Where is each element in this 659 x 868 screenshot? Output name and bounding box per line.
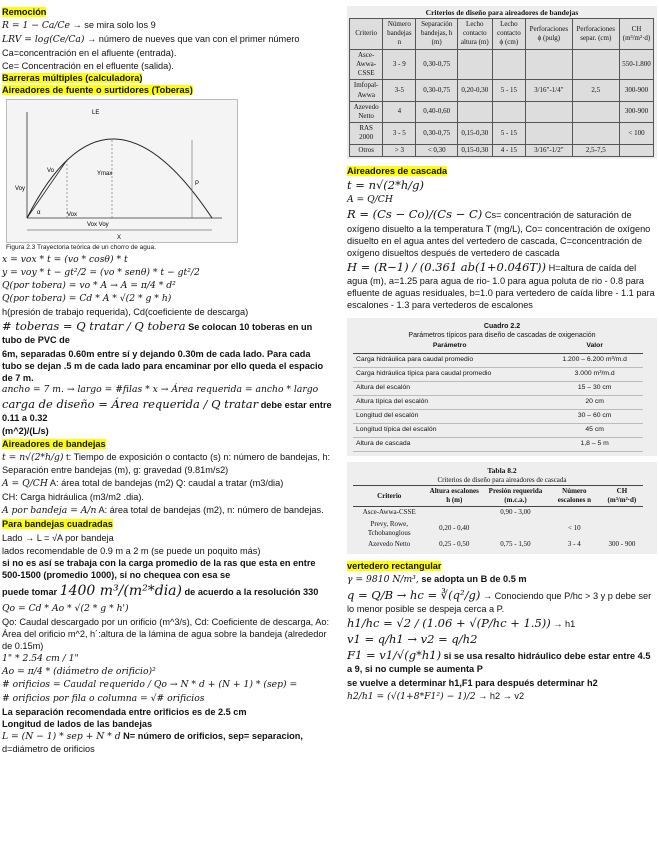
table-row [353, 437, 643, 451]
table-cell: 0,30-0,75 [416, 49, 458, 80]
table-header-row [350, 18, 654, 49]
table-cell: 300-900 [620, 80, 654, 101]
figure-label-vo: Vo [47, 167, 55, 174]
table-cell: 1,8 – 5 m [546, 437, 643, 451]
table-cell: < 0,30 [416, 144, 458, 156]
f1-note-2: se vuelve a determinar h1,F1 para después determinar h2 [347, 677, 598, 688]
table-cell: Prevy, Rowe, Tchobanoglous [367, 519, 411, 537]
f1-line: F1 = v1/√(g*h1) si se usa resalto hidráulico debe estar entre 4.5 a 9, si no cumple se aumenta P [347, 648, 651, 675]
table-header: Lecho contacto ϕ (cm) [492, 18, 526, 49]
cascada-criteria-table-block [347, 462, 657, 555]
table-cell: 0,30-0,75 [416, 80, 458, 101]
table-cell: 550-1.800 [620, 49, 654, 80]
orificios-equation: # orificios = Caudal requerido / Qo → N * d + (N + 1) * (sep) = [2, 679, 298, 691]
eq-y: y = voy * t − gt²/2 = (vo * senθ) * t − gt²/2 [2, 266, 200, 278]
left-column [2, 6, 332, 755]
table-cell: 0,40-0,60 [416, 101, 458, 122]
figure-label-x: X [117, 234, 122, 241]
figure-label-alpha: α [37, 209, 41, 216]
fuente-heading: Aireadores de fuente o surtidores (Toberas) [2, 84, 193, 95]
table-cell [526, 101, 572, 122]
table-header-row [353, 485, 643, 506]
h-definition: h(presión de trabajo requerida), Cd(coeficiente de descarga) [2, 307, 249, 318]
table-cell: < 10 [567, 524, 581, 533]
table-header: Perforaciones ϕ (pulg) [526, 18, 572, 49]
table-cell: 0,90 - 3,00 [500, 508, 531, 517]
table-cell: Carga hidráulica típica para caudal promedio [353, 367, 546, 381]
table-cell [526, 49, 572, 80]
h2-line: h2/h1 = (√(1+8*F1²) − 1)/2 → h2 → v2 [347, 690, 525, 702]
table-cell: > 3 [383, 144, 416, 156]
table-cell: 0,75 - 1,50 [500, 540, 531, 549]
table-cell: 300-900 [620, 101, 654, 122]
table-cell [572, 49, 619, 80]
table-cell: 5 - 15 [492, 123, 526, 144]
table-cell: Altura típica del escalón [353, 395, 546, 409]
ce-definition: Ce= Concentración en el efluente (salida). [2, 60, 174, 71]
cascada-heading: Aireadores de cascada [347, 165, 448, 176]
table-cell: Longitud típica del escalón [353, 423, 546, 437]
cuadradas-heading: Para bandejas cuadradas [2, 519, 113, 530]
table-row [350, 80, 654, 101]
table-cell: Imfopal-Awwa [350, 80, 383, 101]
table-row [353, 507, 643, 519]
table-cell: 1.200 – 6.200 m³/m.d [546, 354, 643, 368]
figure-label-vox-voy: Vox Voy [87, 221, 109, 228]
figure-label-p: P [195, 180, 200, 187]
bandejas-criteria-table [349, 18, 654, 157]
ch-definition: CH: Carga hidráulica (m3/m2 .dia). [2, 492, 144, 503]
toberas-note: 6m, separadas 0.60m entre sí y dejando 0.30m de cada lado. Para cada tubo se dejan .5 m de cada lado para encaminar por ello queda el espacio de 7 m. [2, 348, 324, 383]
table-row [353, 395, 643, 409]
table-row [353, 354, 643, 368]
table-header: Número bandejas n [383, 18, 416, 49]
table-header: CH (m³/m²·d) [607, 486, 637, 505]
table-cell [572, 101, 619, 122]
table-cell [483, 519, 548, 539]
table-cell: 0,20 - 0,40 [439, 524, 470, 533]
table2-subtitle: Parámetros típicos para diseño de cascadas de oxigenación [408, 331, 596, 339]
table-cell: 0,15-0,30 [457, 144, 492, 156]
table-cell: 30 – 60 cm [546, 409, 643, 423]
fila-equation: # orificios por fila o columna = √# orificios [2, 692, 205, 704]
table-cell: Carga hidráulica para caudal promedio [353, 354, 546, 368]
qo-definition: Qo: Caudal descargado por un orificio (m^3/s), Cd: Coeficiente de descarga, Ao: Área del orificio m^2, h´:altura de la lámina de agua sobre la bandeja (alrededor de 0.15m) [2, 616, 330, 652]
h1-line: h1/hc = √2 / (1.06 + √(P/hc + 1.5)) → h1 [347, 615, 576, 630]
eq-q-tobera-2: Q(por tobera) = Cd * A * √(2 * g * h) [2, 292, 172, 304]
table-cell [457, 101, 492, 122]
table-cell [492, 49, 526, 80]
table-cell: 0,30-0,75 [416, 123, 458, 144]
eq-q-tobera-1: Q(por tobera) = vo * A → A = π/4 * d² [2, 279, 176, 291]
inch-conversion: 1" * 2.54 cm / 1" [2, 653, 79, 665]
table-row [350, 123, 654, 144]
right-column [347, 6, 657, 704]
resolucion-line: puede tomar 1400 m³/(m²*dia) de acuerdo a la resolución 330 [2, 583, 319, 600]
figure-label-ymax: Ymax [97, 170, 113, 177]
carga-diseno-line: carga de diseño = Área requerida / Q tratar debe estar entre 0.11 a 0.32 [2, 397, 332, 424]
a-line: A = Q/CH A: área total de bandejas (m2) Q: caudal a tratar (m3/dia) [2, 478, 284, 490]
table-cell: 20 cm [546, 395, 643, 409]
lado-line: Lado → L = √A por bandeja [2, 532, 114, 543]
table-header: Presión requerida (m.c.a.) [488, 486, 543, 505]
table-cell: 3.000 m³/m.d [546, 367, 643, 381]
table-cell: 0,15-0,30 [457, 123, 492, 144]
a-bandeja-line: A por bandeja = A/n A: área total de bandejas (m2), n: número de bandejas. [2, 505, 324, 517]
table3-title: Tabla 8.2 [487, 465, 517, 475]
figure-label-vox: Vox [67, 211, 78, 218]
table-cell: 0,25 - 0,50 [439, 540, 470, 549]
ancho-line: ancho = 7 m. → largo = #filas * x → Área requerida = ancho * largo [2, 384, 319, 395]
cascada-a-equation: A = Q/CH [347, 194, 393, 206]
cascada-h-line: H = (R−1) / (0.361 ab(1+0.046T)) H=altura de caída del agua (m), a=1.25 para agua de rio- 1.0 para agua poluta de rio - 0.8 para efluente de aguas residuales, b=1.0 para vertedero de caída libre - 1.1 para escalones - 1.3 para vertederos de escalones [347, 259, 655, 311]
table-cell [457, 49, 492, 80]
eq-x: x = vox * t = (vo * cosθ) * t [2, 253, 128, 265]
table-cell: 3 - 4 [567, 540, 581, 549]
velocity-line: v1 = q/h1 → v2 = q/h2 [347, 632, 478, 647]
cascada-criteria-table [353, 485, 643, 550]
table-header: Lecho contacto altura (m) [457, 18, 492, 49]
table-cell: Altura de cascada [353, 437, 546, 451]
table-cell: Altura del escalón [353, 381, 546, 395]
table-row [353, 381, 643, 395]
cascada-t-equation: t = n√(2*h/g) [347, 178, 424, 193]
ca-definition: Ca=concentración en el afluente (entrada). [2, 48, 177, 59]
table-row [350, 49, 654, 80]
table-cell: 4 - 15 [492, 144, 526, 156]
table1-title: Criterios de diseño para aireadores de bandejas [425, 8, 579, 17]
barreras-heading: Barreras múltiples (calculadora) [2, 72, 143, 83]
table-row [350, 101, 654, 122]
table-cell: 15 – 30 cm [546, 381, 643, 395]
table-cell [601, 519, 643, 539]
table-cell: < 100 [620, 123, 654, 144]
table-cell: 0,20-0,30 [457, 80, 492, 101]
table-cell [526, 123, 572, 144]
table-row [353, 539, 643, 550]
q-line: q = Q/B → hc = ∛(q²/g) → Conociendo que P/hc > 3 y p debe ser lo menor posible se despeja cerca a P. [347, 587, 652, 614]
ao-equation: Ao = π/4 * (diámetro de orificio)² [2, 666, 156, 678]
table-cell: 2,5 [572, 80, 619, 101]
table-cell: 45 cm [546, 423, 643, 437]
longitud-heading: Longitud de lados de las bandejas [2, 718, 153, 729]
separacion-recomendada: La separación recomendada entre orificios es de 2.5 cm [2, 706, 247, 717]
jet-trajectory-figure [6, 99, 238, 243]
table-cell: 3 - 9 [383, 49, 416, 80]
table-header: Criterio [377, 491, 402, 500]
table-cell: Asce-Awwa-CSSE [350, 49, 383, 80]
longitud-line: L = (N − 1) * sep + N * d N= número de orificios, sep= separacion, [2, 731, 303, 743]
table-header: Parámetro [353, 340, 546, 353]
table-cell: Longitud del escalón [353, 409, 546, 423]
table-cell [620, 144, 654, 156]
table-cell [492, 101, 526, 122]
table-cell: Azevedo Netto [368, 540, 411, 549]
table-cell: 300 - 900 [608, 540, 636, 549]
toberas-line: # toberas = Q tratar / Q tobera Se colocan 10 toberas en un tubo de PVC de [2, 319, 313, 346]
jet-trajectory-diagram [7, 100, 237, 242]
table-row [353, 519, 643, 539]
table-cell: 2,5-7,5 [572, 144, 619, 156]
table-cell: 3-5 [383, 80, 416, 101]
bandejas-heading: Aireadores de bandejas [2, 438, 106, 449]
table-header: Criterio [350, 18, 383, 49]
table-cell: Azevedo Netto [350, 101, 383, 122]
table-cell [601, 507, 643, 519]
cascada-r-line: R = (Cs − Co)/(Cs − C) Cs= concentración de saturación de oxígeno disuelto a la temperatura T (mg/L), Co= concentración de oxígeno disuelto en el agua antes del vertedero de cascada, C=concentración de oxígeno disueltos después de vertedero de cascada [347, 207, 651, 258]
table-header: Altura escalones h (m) [429, 486, 479, 505]
table-cell: 3 - 5 [383, 123, 416, 144]
table-header: Separación bandejas, h (m) [416, 18, 458, 49]
table-header: Perforaciones separ. (cm) [572, 18, 619, 49]
figure-caption: Figura 2.3 Trayectoria teórica de un chorro de agua. [6, 243, 156, 251]
table-header: Valor [546, 340, 643, 353]
table-header: CH (m³/m²·d) [620, 18, 654, 49]
cascada-parametros-table-block [347, 318, 657, 456]
d-definition: d=diámetro de orificios [2, 744, 95, 755]
table2-title: Cuadro 2.2 [483, 322, 521, 330]
figure-label-voy: Voy [15, 185, 26, 192]
table-row [353, 409, 643, 423]
t-line: t = n√(2*h/g) t: Tiempo de exposición o contacto (s) n: número de bandejas, h: Separación entre bandejas (m), g: gravedad (9.81m/s2) [2, 451, 331, 475]
table-row [350, 144, 654, 156]
remocion-heading: Remoción [2, 7, 47, 17]
table-header-row [353, 340, 643, 353]
table3-subtitle: Criterios de diseño para aireadores de cascada [437, 475, 567, 484]
remocion-formula-line: R = 1 − Ca/Ce → se mira solo los 9 [2, 20, 156, 32]
table-cell [548, 507, 601, 519]
table-cell: RAS 2000 [350, 123, 383, 144]
table-cell [572, 123, 619, 144]
figure-label-le: LE [92, 109, 100, 116]
table-cell: 5 - 15 [492, 80, 526, 101]
table-cell: 3/16"-1/4" [526, 80, 572, 101]
vertedero-heading: vertedero rectangular [347, 561, 442, 572]
cascada-parametros-table [353, 340, 643, 452]
table-cell: 3/16"-1/2" [526, 144, 572, 156]
carga-promedio-note: si no es así se trabaja con la carga promedio de la ras que esta en entre 500-1500 (promedio 1000), si no chequea con esa se [2, 557, 316, 580]
table-header: Número escalones n [557, 486, 591, 505]
lrv-formula-line: LRV = log(Ce/Ca) → número de nueves que van con el primer número [2, 34, 300, 46]
lados-recomendable: lados recomendable de 0.9 m a 2 m (se puede un poquito más) [2, 545, 261, 556]
bandejas-criteria-table-block [347, 6, 657, 159]
table-cell: Otros [350, 144, 383, 156]
table-cell: Asce-Awwa-CSSE [362, 508, 416, 517]
carga-units: (m^2)/(L/s) [2, 426, 49, 437]
table-cell: 4 [383, 101, 416, 122]
table-row [353, 367, 643, 381]
gamma-line: γ = 9810 N/m³, se adopta un B de 0.5 m [347, 574, 527, 586]
qo-line: Qo = Cd * Ao * √(2 * g * h') [2, 602, 129, 614]
table-cell [425, 507, 483, 519]
table-row [353, 423, 643, 437]
